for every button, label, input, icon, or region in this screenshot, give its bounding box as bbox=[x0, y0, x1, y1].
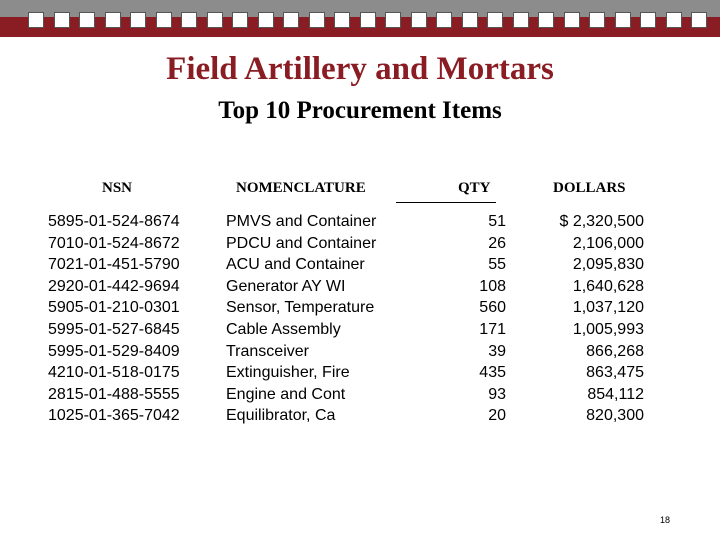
slide-subtitle: Top 10 Procurement Items bbox=[218, 97, 502, 124]
table-cell-nsn: 5905-01-210-0301 bbox=[48, 299, 180, 317]
decorative-square bbox=[232, 12, 248, 28]
table-cell-dollars: 2,106,000 bbox=[572, 234, 644, 252]
decorative-square bbox=[615, 12, 631, 28]
table-cell-qty: 51 bbox=[488, 213, 506, 230]
table-cell-dollars: 854,112 bbox=[587, 385, 644, 403]
table-cell-qty: 93 bbox=[488, 385, 506, 403]
table-cell-qty: 435 bbox=[479, 364, 506, 382]
decorative-square bbox=[283, 12, 299, 28]
table-cell-nsn: 5895-01-524-8674 bbox=[48, 213, 180, 230]
table-cell-nsn: 5995-01-527-6845 bbox=[48, 320, 180, 338]
decorative-square bbox=[640, 12, 656, 28]
table-cell-qty: 39 bbox=[488, 342, 506, 360]
table-cell-nomenclature: Transceiver bbox=[226, 342, 309, 360]
decorative-square bbox=[513, 12, 529, 28]
table-cell-nomenclature: PMVS and Container bbox=[226, 213, 377, 230]
table-cell-nsn: 7021-01-451-5790 bbox=[48, 256, 180, 274]
table-cell-qty: 55 bbox=[488, 256, 506, 274]
decorative-square bbox=[79, 12, 95, 28]
decorative-square bbox=[691, 12, 707, 28]
decorative-square bbox=[411, 12, 427, 28]
decorative-square bbox=[207, 12, 223, 28]
table-cell-nsn: 4210-01-518-0175 bbox=[48, 364, 180, 382]
decorative-square bbox=[181, 12, 197, 28]
decorative-square bbox=[666, 12, 682, 28]
header-dollars: DOLLARS bbox=[553, 180, 626, 196]
decorative-square bbox=[156, 12, 172, 28]
decorative-square bbox=[436, 12, 452, 28]
decorative-square bbox=[385, 12, 401, 28]
table-cell-nomenclature: ACU and Container bbox=[226, 256, 365, 274]
column-qty bbox=[440, 211, 506, 427]
decorative-square bbox=[258, 12, 274, 28]
table-cell-dollars: $ 2,320,500 bbox=[559, 213, 644, 230]
table-cell-nomenclature: Equilibrator, Ca bbox=[226, 407, 336, 425]
decorative-square bbox=[130, 12, 146, 28]
table-cell-dollars: 1,640,628 bbox=[572, 277, 644, 295]
table-cell-nomenclature: PDCU and Container bbox=[226, 234, 377, 252]
table-cell-qty: 20 bbox=[488, 407, 506, 425]
column-dollars bbox=[530, 211, 644, 427]
decorative-square bbox=[564, 12, 580, 28]
table-cell-dollars: 1,005,993 bbox=[572, 320, 644, 338]
decorative-square bbox=[360, 12, 376, 28]
table-cell-dollars: 863,475 bbox=[586, 364, 644, 382]
decorative-squares bbox=[28, 12, 712, 32]
header-nomenclature: NOMENCLATURE bbox=[236, 180, 366, 196]
decorative-square bbox=[105, 12, 121, 28]
decorative-square bbox=[309, 12, 325, 28]
page-number: 18 bbox=[659, 515, 670, 525]
header-nsn: NSN bbox=[102, 180, 133, 196]
decorative-square bbox=[487, 12, 503, 28]
header-qty: QTY bbox=[458, 180, 491, 196]
table-cell-dollars: 820,300 bbox=[586, 407, 644, 425]
table-cell-qty: 171 bbox=[479, 320, 506, 338]
table-cell-nsn: 7010-01-524-8672 bbox=[48, 234, 180, 252]
table-cell-dollars: 1,037,120 bbox=[572, 299, 644, 317]
table-cell-nomenclature: Cable Assembly bbox=[226, 320, 341, 338]
decorative-square bbox=[54, 12, 70, 28]
column-nomenclature bbox=[226, 211, 376, 427]
table-cell-nsn: 1025-01-365-7042 bbox=[48, 407, 180, 425]
table-cell-nsn: 5995-01-529-8409 bbox=[48, 342, 180, 360]
table-cell-qty: 108 bbox=[479, 277, 506, 295]
table-cell-nsn: 2815-01-488-5555 bbox=[48, 385, 180, 403]
decorative-square bbox=[538, 12, 554, 28]
slide-title: Field Artillery and Mortars bbox=[166, 51, 554, 87]
header-underline bbox=[396, 202, 496, 203]
decorative-square bbox=[589, 12, 605, 28]
table-cell-dollars: 866,268 bbox=[586, 342, 644, 360]
decorative-square bbox=[28, 12, 44, 28]
table-cell-nomenclature: Generator AY WI bbox=[226, 277, 346, 295]
decorative-square bbox=[334, 12, 350, 28]
table-cell-nomenclature: Extinguisher, Fire bbox=[226, 364, 350, 382]
table-cell-qty: 26 bbox=[488, 234, 506, 252]
table-cell-nomenclature: Engine and Cont bbox=[226, 385, 346, 403]
table-cell-nomenclature: Sensor, Temperature bbox=[226, 299, 375, 317]
decorative-square bbox=[462, 12, 478, 28]
table-cell-nsn: 2920-01-442-9694 bbox=[48, 277, 180, 295]
column-nsn bbox=[48, 211, 180, 427]
table-cell-dollars: 2,095,830 bbox=[572, 256, 644, 274]
table-cell-qty: 560 bbox=[479, 299, 506, 317]
